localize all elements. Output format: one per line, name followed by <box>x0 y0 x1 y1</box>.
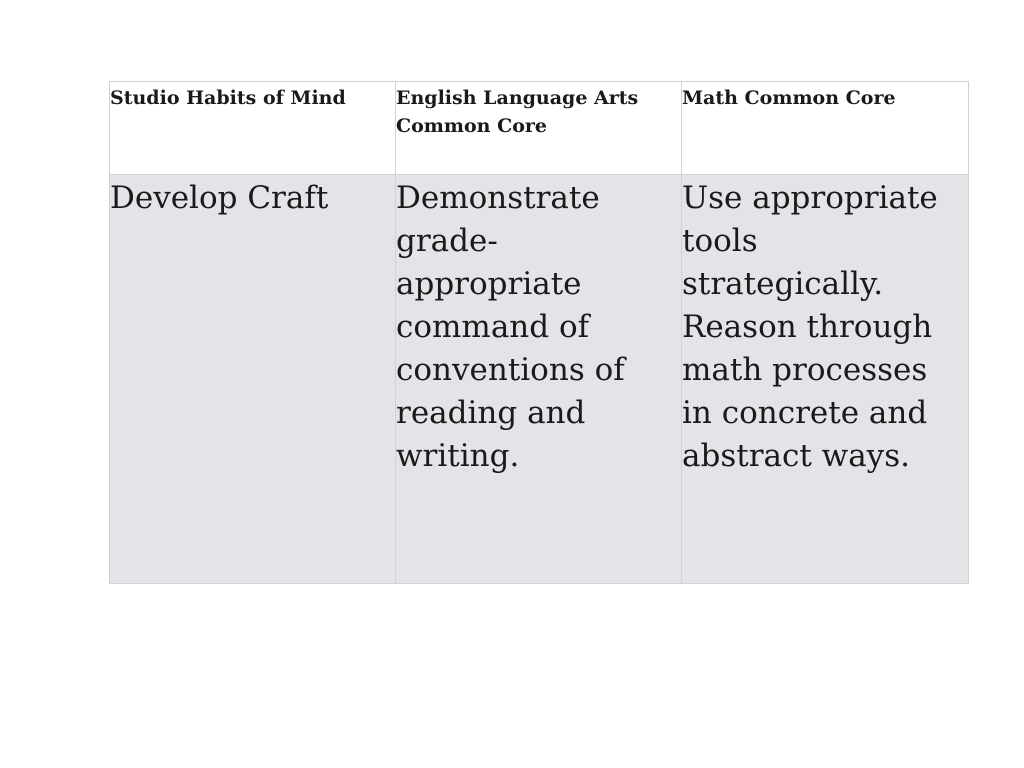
column-header-math-common-core <box>682 82 969 175</box>
column-header-label: Math Common Core <box>682 87 896 109</box>
table-row <box>110 175 969 584</box>
standards-table <box>109 81 969 584</box>
column-header-label: Studio Habits of Mind <box>110 87 346 109</box>
cell-text: Develop Craft <box>110 180 329 216</box>
cell-text: Demonstrate grade- appropriate command of conventions of reading and writing. <box>396 180 625 474</box>
column-header-studio-habits <box>110 82 396 175</box>
table-cell-ela-standard <box>396 175 682 584</box>
column-header-ela-common-core <box>396 82 682 175</box>
table-cell-math-standard <box>682 175 969 584</box>
column-header-label: English Language Arts Common Core <box>396 87 639 137</box>
table-cell-studio-habit <box>110 175 396 584</box>
table-header-row <box>110 82 969 175</box>
cell-text: Use appropriate tools strategically. Reason through math processes in concrete and abstract ways. <box>682 180 938 474</box>
